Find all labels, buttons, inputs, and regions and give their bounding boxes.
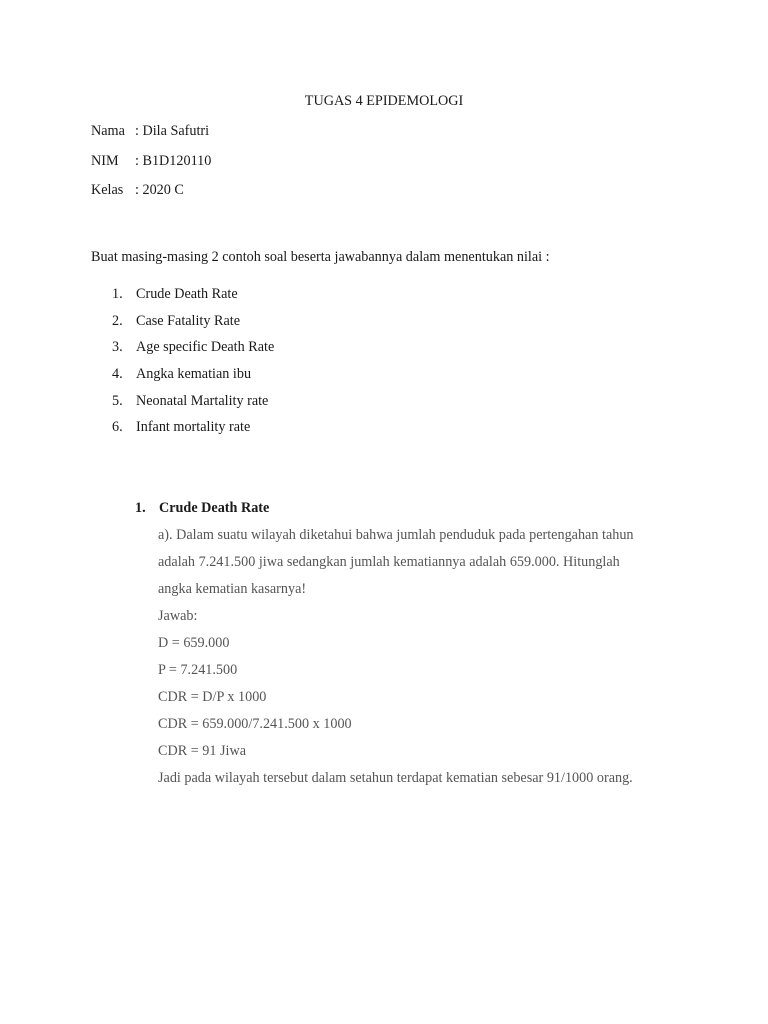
question-line: adalah 7.241.500 jiwa sedangkan jumlah kematiannya adalah 659.000. Hitunglah [158,554,620,570]
list-text: Neonatal Martality rate [136,392,269,409]
section-title: Crude Death Rate [159,500,270,516]
document-title: TUGAS 4 EPIDEMOLOGI [304,93,464,109]
section-body [158,527,678,797]
intro-paragraph: Buat masing-masing 2 contoh soal beserta jawabannya dalam menentukan nilai : [91,249,550,265]
list-number: 6. [112,419,123,436]
info-value: : 2020 C [135,182,184,198]
list-number: 1. [112,286,123,302]
list-text: Crude Death Rate [136,286,238,302]
answer-line: CDR = D/P x 1000 [158,689,267,705]
info-value: : Dila Safutri [135,123,210,139]
list-number: 3. [112,339,123,356]
info-label: Kelas [91,182,124,198]
info-value: : B1D120110 [135,153,212,169]
list-number: 5. [112,392,123,409]
answer-line: CDR = 91 Jiwa [158,743,247,759]
list-text: Angka kematian ibu [136,366,252,383]
answer-line: P = 7.241.500 [158,662,238,678]
list-number: 2. [112,312,123,329]
list-number: 4. [112,366,123,383]
question-line: a). Dalam suatu wilayah diketahui bahwa jumlah penduduk pada pertengahan tahun [158,527,634,543]
answer-line: D = 659.000 [158,635,230,651]
list-text: Infant mortality rate [136,419,251,436]
conclusion-line: Jadi pada wilayah tersebut dalam setahun terdapat kematian sebesar 91/1000 orang. [158,770,633,786]
answer-label: Jawab: [158,608,198,624]
info-label: Nama [91,123,125,139]
question-line: angka kematian kasarnya! [158,581,307,597]
list-text: Age specific Death Rate [136,339,275,356]
list-text: Case Fatality Rate [136,312,241,329]
info-label: NIM [91,153,119,169]
answer-line: CDR = 659.000/7.241.500 x 1000 [158,716,352,732]
section-number: 1. [135,500,146,516]
